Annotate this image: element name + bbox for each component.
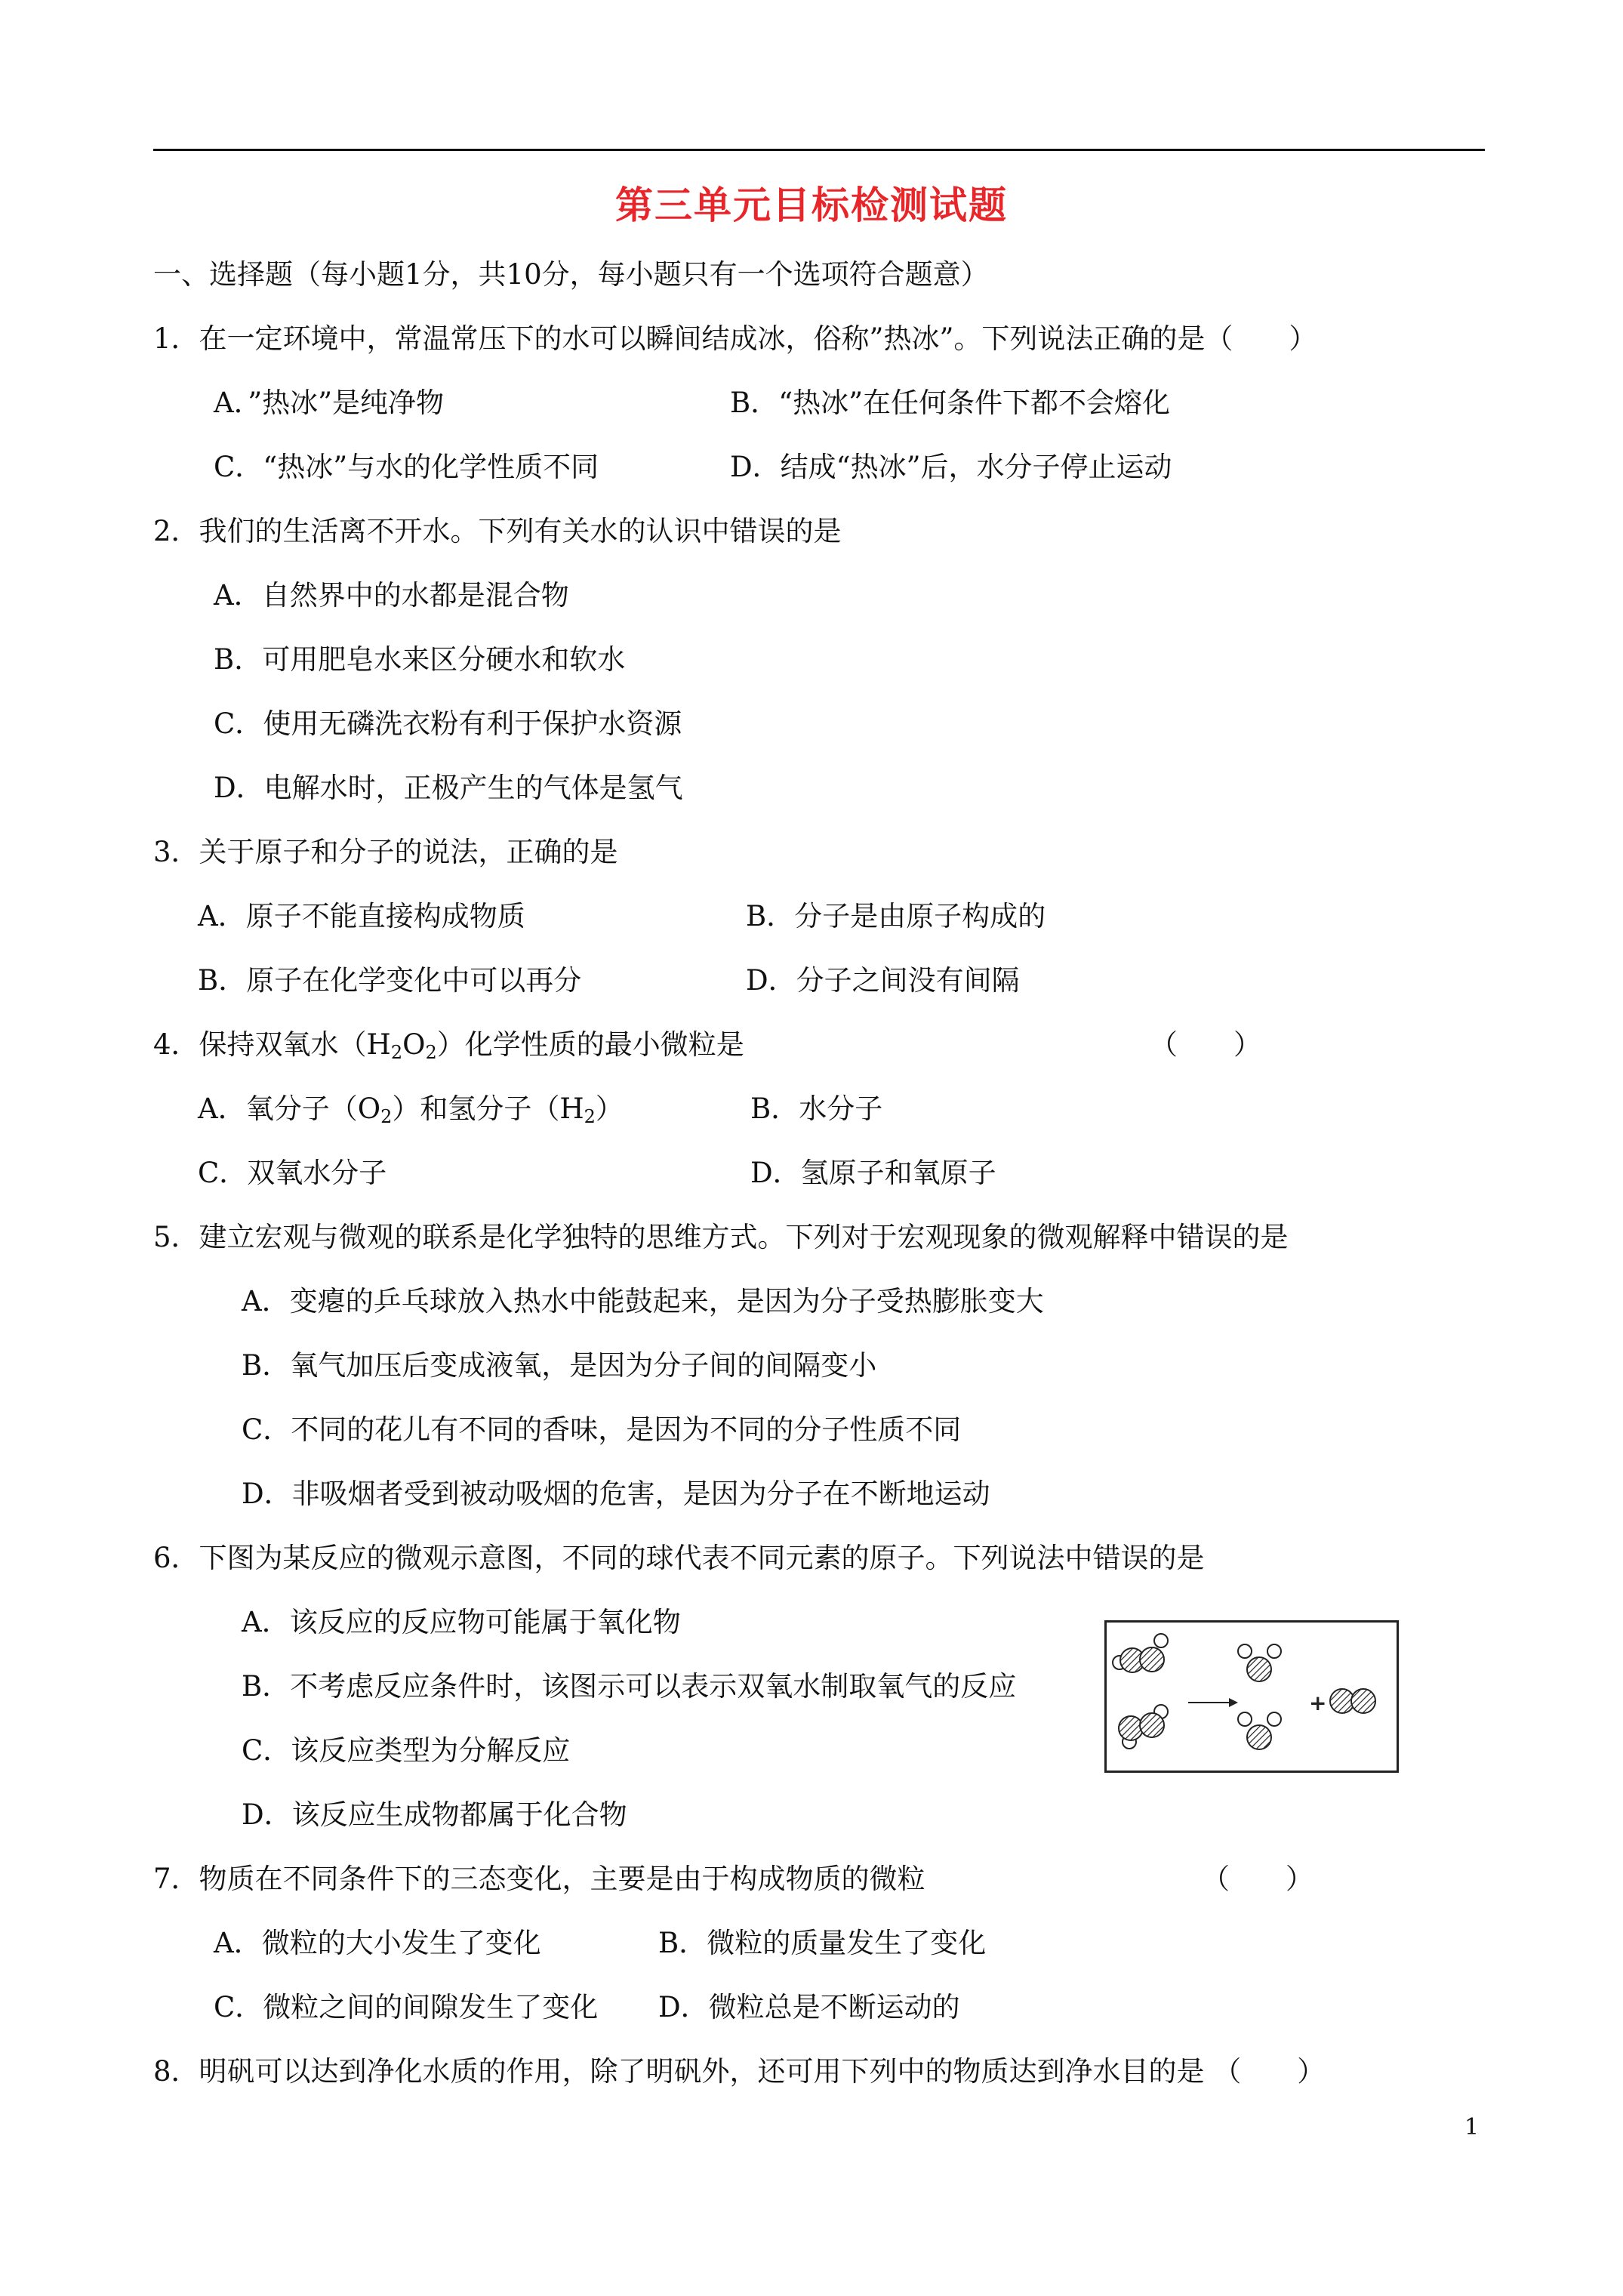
question-4-answer-bracket: （ ） [1150, 1028, 1261, 1061]
question-1-option-b: B．“热冰”在任何条件下都不会熔化 [730, 387, 1171, 419]
question-2-option-d: D．电解水时，正极产生的气体是氢气 [214, 772, 683, 804]
question-1-stem: 1．在一定环境中，常温常压下的水可以瞬间结成冰，俗称”热冰”。下列说法正确的是（ ） [153, 322, 1317, 355]
reaction-diagram-svg [1107, 1623, 1397, 1771]
question-2-option-c: C．使用无磷洗衣粉有利于保护水资源 [214, 707, 682, 740]
product-molecule-2 [1238, 1712, 1281, 1749]
question-1-option-c: C．“热冰”与水的化学性质不同 [214, 451, 599, 483]
question-3-stem: 3．关于原子和分子的说法，正确的是 [153, 836, 618, 868]
product-molecule-1 [1238, 1644, 1281, 1681]
question-6-stem: 6．下图为某反应的微观示意图，不同的球代表不同元素的原子。下列说法中错误的是 [153, 1542, 1205, 1574]
page-number: 1 [1464, 2114, 1480, 2140]
question-5-option-d: D．非吸烟者受到被动吸烟的危害，是因为分子在不断地运动 [242, 1478, 990, 1510]
question-4-option-a: A．氧分子$(O_2)$和氢分子$(H_2)$ [198, 1093, 624, 1127]
question-7-stem: 7．物质在不同条件下的三态变化，主要是由于构成物质的微粒 [153, 1863, 925, 1895]
question-2-stem: 2．我们的生活离不开水。下列有关水的认识中错误的是 [153, 515, 842, 547]
question-4-option-c: C．双氧水分子 [198, 1157, 387, 1189]
reaction-arrow [1188, 1698, 1238, 1707]
page-title: 第三单元目标检测试题 [615, 183, 1008, 227]
section-heading: 一、选择题（每小题1分，共10分，每小题只有一个选项符合题意） [153, 258, 989, 291]
reactant-molecule-1 [1113, 1634, 1168, 1672]
question-7-answer-bracket: （ ） [1202, 1863, 1313, 1895]
question-5-option-c: C．不同的花儿有不同的香味，是因为不同的分子性质不同 [242, 1413, 962, 1446]
question-3-option-c: B．原子在化学变化中可以再分 [198, 964, 582, 997]
product-molecule-3 [1330, 1689, 1375, 1713]
question-6-option-b: B．不考虑反应条件时，该图示可以表示双氧水制取氧气的反应 [242, 1670, 1017, 1703]
plus-sign: + [1309, 1690, 1327, 1715]
question-2-option-a: A．自然界中的水都是混合物 [214, 579, 569, 612]
question-7-option-c: C．微粒之间的间隙发生了变化 [214, 1991, 599, 2023]
question-3-option-a: A．原子不能直接构成物质 [198, 900, 525, 932]
question-1-option-d: D．结成“热冰”后，水分子停止运动 [730, 451, 1172, 483]
question-4-stem: 4．保持双氧水$(H_2O_2)$化学性质的最小微粒是 [153, 1028, 744, 1063]
question-3-option-d: D．分子之间没有间隔 [746, 964, 1020, 997]
reactant-molecule-2 [1119, 1705, 1168, 1749]
question-7-option-a: A．微粒的大小发生了变化 [214, 1927, 541, 1959]
question-4-option-b: B．水分子 [750, 1093, 883, 1125]
question-7-option-b: B．微粒的质量发生了变化 [658, 1927, 987, 1959]
question-5-option-a: A．变瘪的乒乓球放入热水中能鼓起来，是因为分子受热膨胀变大 [242, 1285, 1044, 1318]
question-7-option-d: D．微粒总是不断运动的 [658, 1991, 960, 2023]
question-6-option-d: D．该反应生成物都属于化合物 [242, 1798, 627, 1831]
reaction-diagram [1104, 1620, 1399, 1773]
question-5-stem: 5．建立宏观与微观的联系是化学独特的思维方式。下列对于宏观现象的微观解释中错误的是 [153, 1221, 1289, 1253]
question-6-option-c: C．该反应类型为分解反应 [242, 1734, 571, 1767]
question-2-option-b: B．可用肥皂水来区分硬水和软水 [214, 643, 626, 676]
header-rule [153, 149, 1485, 151]
question-4-option-d: D．氢原子和氧原子 [750, 1157, 996, 1189]
question-8-stem: 8．明矾可以达到净化水质的作用，除了明矾外，还可用下列中的物质达到净水目的是 （ ） [153, 2055, 1326, 2088]
question-3-option-b: B．分子是由原子构成的 [746, 900, 1046, 932]
question-1-option-a: A．”热冰”是纯净物 [214, 387, 445, 419]
question-6-option-a: A．该反应的反应物可能属于氧化物 [242, 1606, 681, 1638]
question-5-option-b: B．氧气加压后变成液氧，是因为分子间的间隔变小 [242, 1349, 877, 1382]
